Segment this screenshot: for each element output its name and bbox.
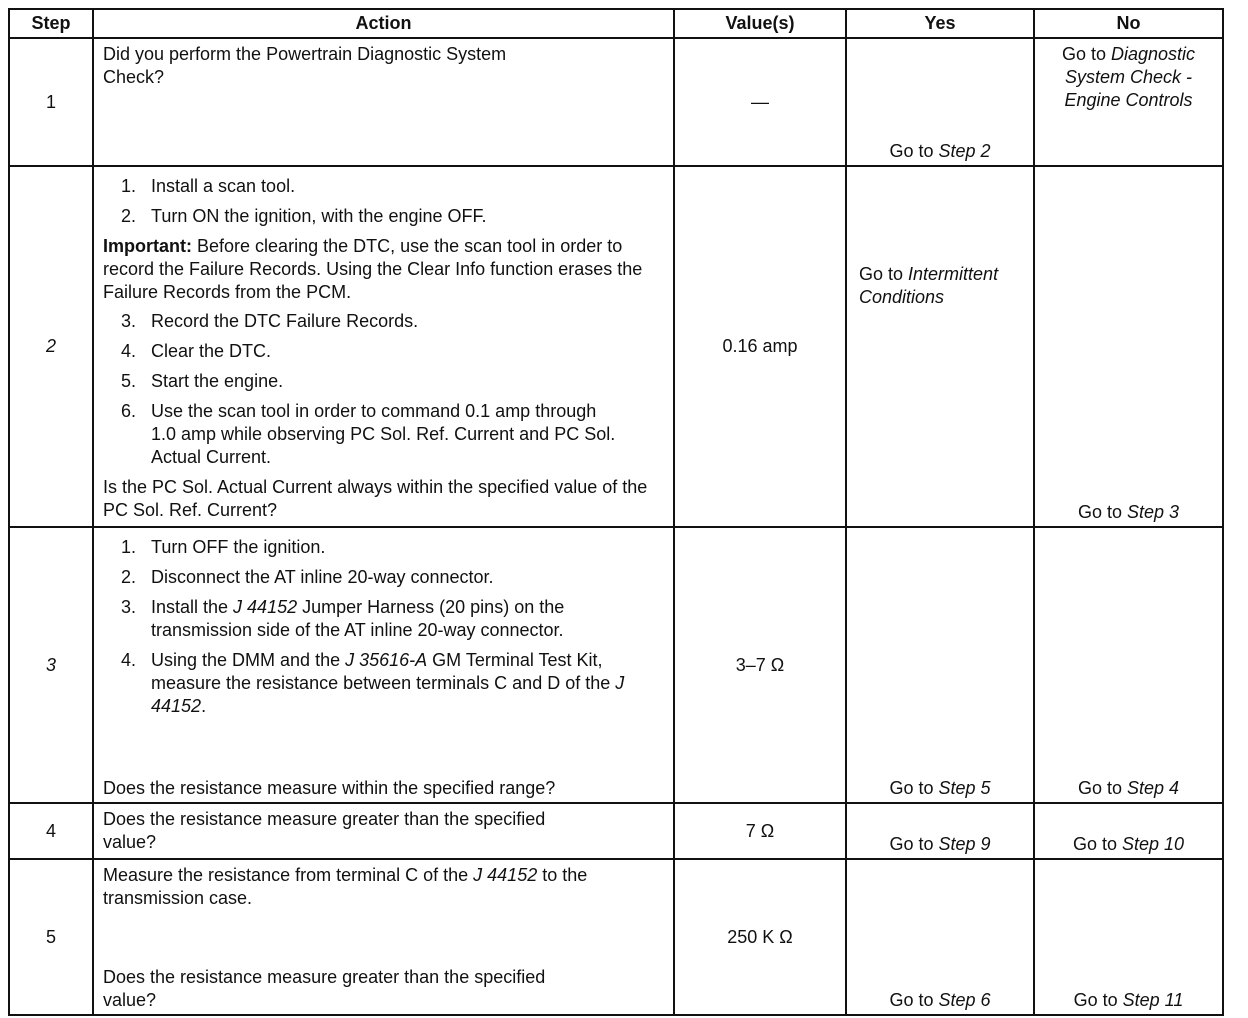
action-cell: [93, 859, 674, 1015]
yes-link[interactable]: Go to Step 9: [889, 834, 991, 854]
header-action: Action: [93, 9, 674, 38]
action-question: Does the resistance measure greater than the specified value?: [103, 809, 546, 852]
action-question: Does the resistance measure greater than the specified value?: [103, 967, 546, 1010]
table-row: [9, 859, 1223, 1015]
value-cell: —: [674, 38, 846, 166]
list-item: 3. Record the DTC Failure Records.: [121, 311, 419, 331]
action-question: Is the PC Sol. Actual Current always within the specified value of the PC Sol. Ref. Current?: [103, 477, 648, 520]
yes-cell: [846, 527, 1034, 803]
no-link[interactable]: Go to Step 10: [1072, 834, 1185, 854]
yes-cell: [846, 38, 1034, 166]
list-item: 2. Disconnect the AT inline 20-way connector.: [121, 567, 494, 587]
action-cell: [93, 803, 674, 859]
step-number: 5: [9, 859, 93, 1015]
step-number: 4: [9, 803, 93, 859]
list-item: 5. Start the engine.: [121, 371, 284, 391]
action-question: Did you perform the Powertrain Diagnostic System Check?: [103, 44, 507, 87]
no-link[interactable]: Go to Step 11: [1073, 990, 1184, 1010]
yes-link[interactable]: Go to Step 6: [889, 990, 991, 1010]
header-step: Step: [9, 9, 93, 38]
list-item: 3. Install the J 44152 Jumper Harness (20 pins) on the transmission side of the AT inline 20-way connector.: [121, 597, 565, 640]
diagnostic-table: [8, 8, 1224, 1016]
no-cell: [1034, 803, 1223, 859]
action-cell: [93, 527, 674, 803]
important-note: Important: Before clearing the DTC, use the scan tool in order to record the Failure Records. Using the Clear Info function erases the Failure Records from the PCM.: [103, 236, 643, 302]
table-row: [9, 166, 1223, 527]
no-cell: [1034, 859, 1223, 1015]
list-item: 2. Turn ON the ignition, with the engine OFF.: [121, 206, 487, 226]
list-item: 1. Turn OFF the ignition.: [121, 537, 326, 557]
step-number: 1: [9, 38, 93, 166]
yes-link[interactable]: Go to Step 2: [889, 141, 991, 161]
step-number: 2: [9, 166, 93, 527]
list-item: 1. Install a scan tool.: [121, 176, 296, 196]
action-cell: [93, 166, 674, 527]
header-yes: Yes: [846, 9, 1034, 38]
action-text: Measure the resistance from terminal C of the J 44152 to the transmission case.: [103, 865, 588, 908]
yes-link[interactable]: Go to Intermittent Conditions: [859, 264, 999, 307]
value-cell: 3–7 Ω: [674, 527, 846, 803]
table-row: [9, 803, 1223, 859]
table-row: [9, 527, 1223, 803]
no-cell: [1034, 38, 1223, 166]
yes-cell: [846, 803, 1034, 859]
no-link[interactable]: Go to Diagnostic System Check - Engine Controls: [1061, 44, 1196, 110]
no-link[interactable]: Go to Step 4: [1077, 778, 1180, 798]
yes-cell: [846, 859, 1034, 1015]
yes-cell: [846, 166, 1034, 527]
header-no: No: [1034, 9, 1223, 38]
list-item: 4. Using the DMM and the J 35616-A GM Terminal Test Kit, measure the resistance between terminals C and D of the J 44152.: [121, 650, 625, 716]
action-cell: [93, 38, 674, 166]
header-row: [9, 9, 1223, 38]
no-cell: [1034, 527, 1223, 803]
action-question: Does the resistance measure within the specified range?: [103, 778, 556, 798]
no-cell: [1034, 166, 1223, 527]
list-item: 6. Use the scan tool in order to command 0.1 amp through 1.0 amp while observing PC Sol. Ref. Current and PC Sol. Actual Current.: [121, 401, 616, 467]
value-cell: 0.16 amp: [674, 166, 846, 527]
no-link[interactable]: Go to Step 3: [1077, 502, 1180, 522]
header-values: Value(s): [674, 9, 846, 38]
value-cell: 250 K Ω: [674, 859, 846, 1015]
step-number: 3: [9, 527, 93, 803]
yes-link[interactable]: Go to Step 5: [889, 778, 991, 798]
list-item: 4. Clear the DTC.: [121, 341, 272, 361]
table-row: [9, 38, 1223, 166]
value-cell: 7 Ω: [674, 803, 846, 859]
